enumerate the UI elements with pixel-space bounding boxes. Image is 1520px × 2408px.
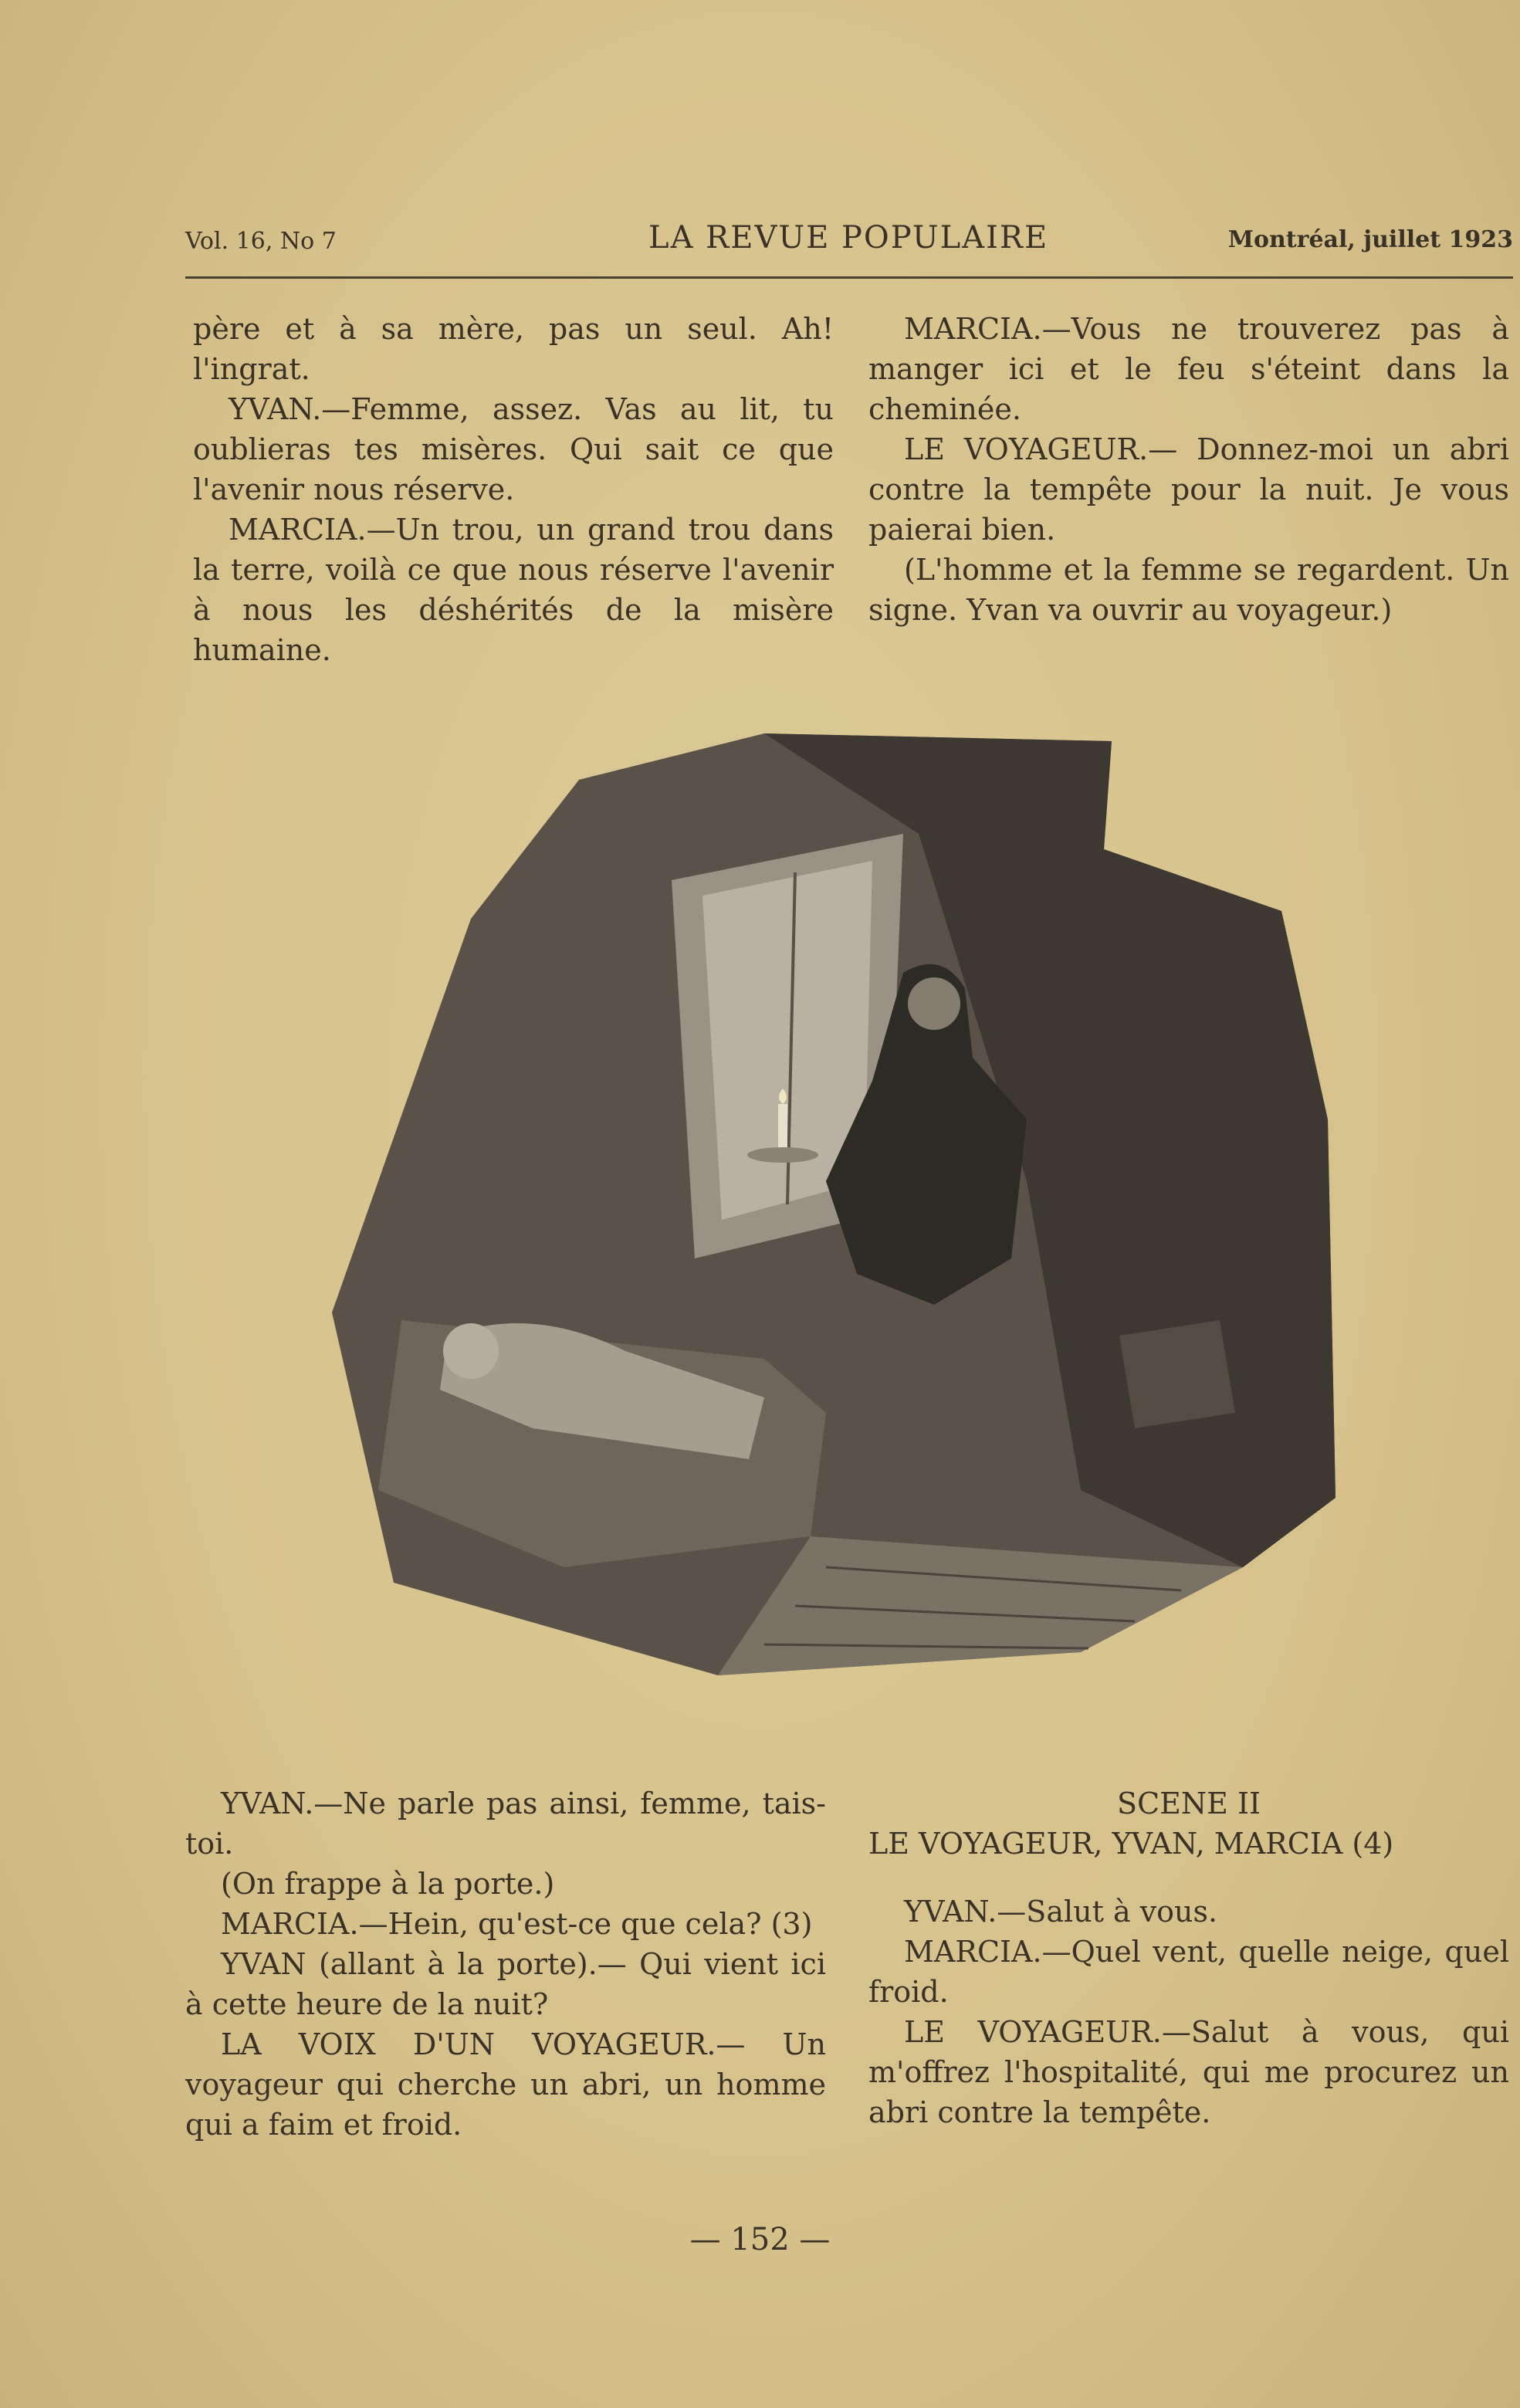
paragraph: MARCIA.—Quel vent, quelle neige, quel froid. (868, 1935, 1509, 2009)
paragraph: LA VOIX D'UN VOYAGEUR.— Un voyageur qui cherche un abri, un homme qui a faim et froid. (185, 2027, 826, 2142)
column-top-right (868, 309, 1509, 630)
page-number: — 152 — (689, 2222, 831, 2257)
running-header (185, 220, 1513, 266)
paragraph: MARCIA.—Vous ne trouverez pas à manger ici et le feu s'éteint dans la cheminée. (868, 312, 1509, 426)
paragraph: YVAN (allant à la porte).— Qui vient ici à cette heure de la nuit? (185, 1947, 826, 2021)
header-rule (185, 276, 1513, 279)
figure-face (908, 977, 960, 1030)
candle (778, 1104, 787, 1150)
illustration-scene (332, 718, 1351, 1722)
paragraph: (L'homme et la femme se regardent. Un signe. Yvan va ouvrir au voyageur.) (868, 553, 1509, 627)
figure-head (443, 1323, 499, 1379)
paragraph: YVAN.—Femme, assez. Vas au lit, tu oublieras tes misères. Qui sait ce que l'avenir nous réserve. (193, 392, 834, 506)
paragraph: LE VOYAGEUR.—Salut à vous, qui m'offrez l'hospitalité, qui me procurez un abri contre la tempête. (868, 2015, 1509, 2129)
column-bottom-left (185, 1783, 826, 2145)
journal-title: LA REVUE POPULAIRE (648, 220, 1049, 256)
volume-number: Vol. 16, No 7 (185, 228, 337, 255)
paragraph: MARCIA.—Hein, qu'est-ce que cela? (3) (221, 1907, 813, 1941)
scene-heading: SCENE II (1117, 1787, 1261, 1820)
paragraph: (On frappe à la porte.) (221, 1867, 555, 1901)
column-top-left (193, 309, 834, 670)
paragraph: MARCIA.—Un trou, un grand trou dans la terre, voilà ce que nous réserve l'avenir à nous les déshérités de la misère humaine. (193, 513, 834, 667)
column-bottom-right (868, 1783, 1509, 2132)
candle-holder (747, 1147, 818, 1163)
paragraph: LE VOYAGEUR.— Donnez-moi un abri contre la tempête pour la nuit. Je vous paierai bien. (868, 432, 1509, 547)
fireplace (1119, 1320, 1235, 1428)
paragraph: YVAN.—Salut à vous. (904, 1895, 1218, 1929)
paragraph: père et à sa mère, pas un seul. Ah! l'ingrat. (193, 312, 834, 386)
scene-cast: LE VOYAGEUR, YVAN, MARCIA (4) (868, 1827, 1394, 1861)
paragraph: YVAN.—Ne parle pas ainsi, femme, tais-toi. (185, 1787, 826, 1861)
issue-date: Montréal, juillet 1923 (1227, 226, 1513, 253)
